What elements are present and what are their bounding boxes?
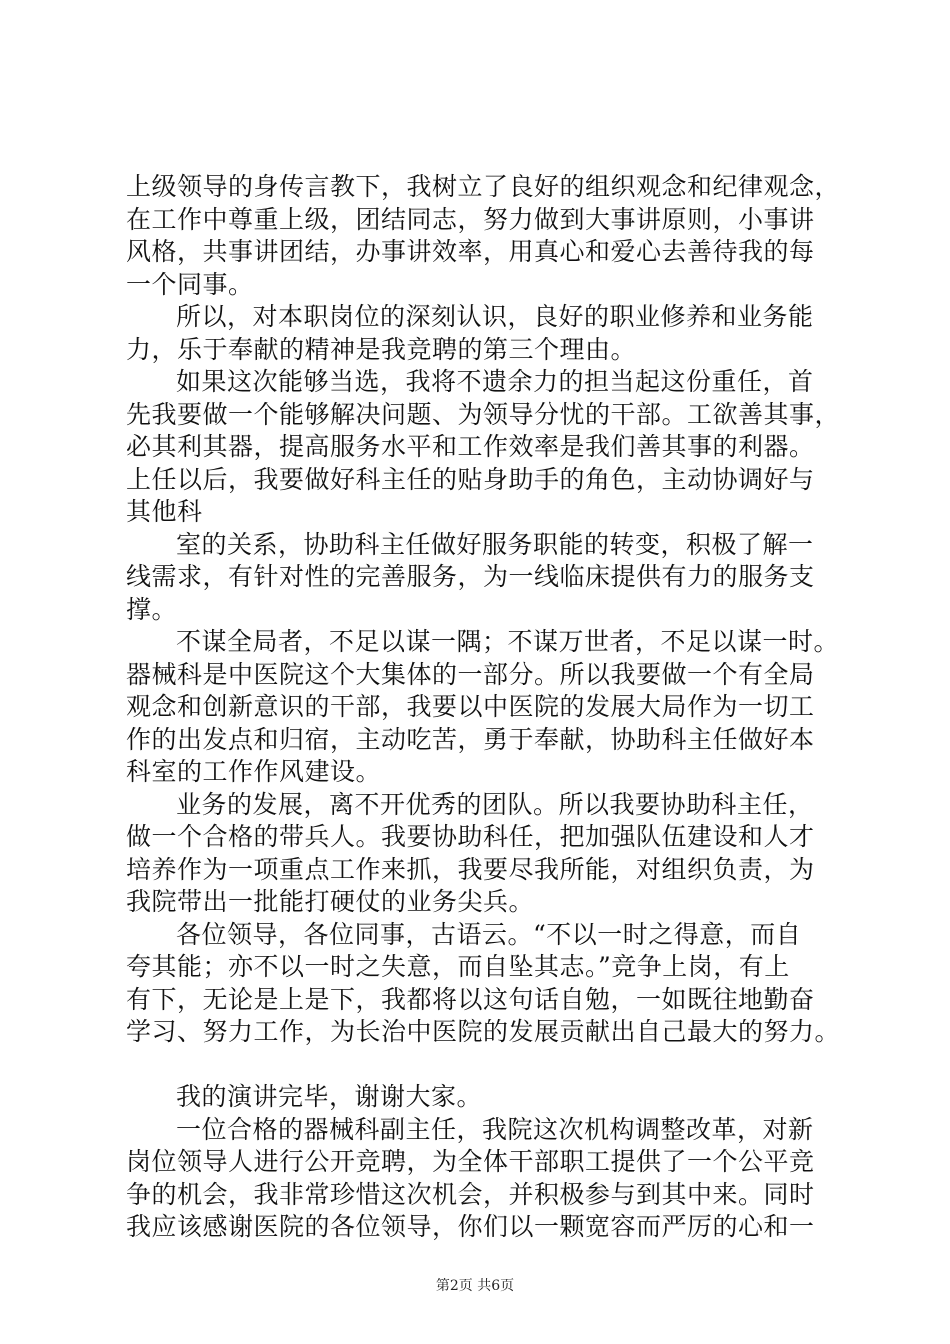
text-line: 在工作中尊重上级，团结同志，努力做到大事讲原则，小事讲 [126,204,815,234]
page-footer: 第2页 共6页 [435,1278,515,1294]
text-line: 科室的工作作风建设。 [126,757,382,786]
text-line: 先我要做一个能够解决问题、为领导分忧的干部。工欲善其事， [126,399,841,429]
text-line: 争的机会，我非常珍惜这次机会，并积极参与到其中来。同时 [126,1179,815,1209]
text-line: 器械科是中医院这个大集体的一部分。所以我要做一个有全局 [126,659,815,689]
document-body [126,171,841,1244]
text-line: 其他科 [126,497,203,526]
text-line: 一位合格的器械科副主任，我院这次机构调整改革，对新 [176,1114,814,1144]
text-line: 有下，无论是上是下，我都将以这句话自勉，一如既往地勤奋 [126,984,815,1014]
text-line: 必其利其器，提高服务水平和工作效率是我们善其事的利器。 [126,432,815,461]
text-line: 风格，共事讲团结，办事讲效率，用真心和爱心去善待我的每 [126,237,815,266]
text-line: 我应该感谢医院的各位领导，你们以一颗宽容而严厉的心和一 [126,1212,815,1241]
text-line: 一个同事。 [126,269,254,299]
text-line: 各位领导，各位同事，古语云。“不以一时之得意，而自 [176,919,802,949]
text-line: 线需求，有针对性的完善服务，为一线临床提供有力的服务支 [126,562,815,591]
text-line: 我的演讲完毕，谢谢大家。 [176,1082,483,1111]
text-line: 做一个合格的带兵人。我要协助科任，把加强队伍建设和人才 [126,822,815,851]
text-line: 业务的发展，离不开优秀的团队。所以我要协助科主任， [176,789,814,819]
text-line: 室的关系，协助科主任做好服务职能的转变，积极了解一 [176,529,814,559]
text-line: 所以，对本职岗位的深刻认识，良好的职业修养和业务能 [176,302,814,331]
text-line: 上级领导的身传言教下，我树立了良好的组织观念和纪律观念， [126,172,841,201]
text-line: 岗位领导人进行公开竞聘，为全体干部职工提供了一个公平竞 [126,1147,815,1176]
text-line: 观念和创新意识的干部，我要以中医院的发展大局作为一切工 [126,692,815,721]
paragraph-gap [126,1049,841,1082]
text-line: 培养作为一项重点工作来抓，我要尽我所能，对组织负责，为 [126,854,815,884]
text-line: 我院带出一批能打硬仗的业务尖兵。 [126,887,535,916]
text-line: 力，乐于奉献的精神是我竞聘的第三个理由。 [126,334,637,364]
text-line: 夸其能；亦不以一时之失意，而自坠其志。”竞争上岗，有上 [126,952,790,981]
text-line: 如果这次能够当选，我将不遗余力的担当起这份重任，首 [176,367,814,396]
text-line: 作的出发点和归宿，主动吃苦，勇于奉献，协助科主任做好本 [126,724,815,754]
text-line: 学习、努力工作，为长治中医院的发展贡献出自己最大的努力。 [126,1017,841,1046]
text-line: 不谋全局者，不足以谋一隅；不谋万世者，不足以谋一时。 [176,627,840,656]
text-line: 撑。 [126,594,178,624]
text-line: 上任以后，我要做好科主任的贴身助手的角色，主动协调好与 [126,464,815,494]
